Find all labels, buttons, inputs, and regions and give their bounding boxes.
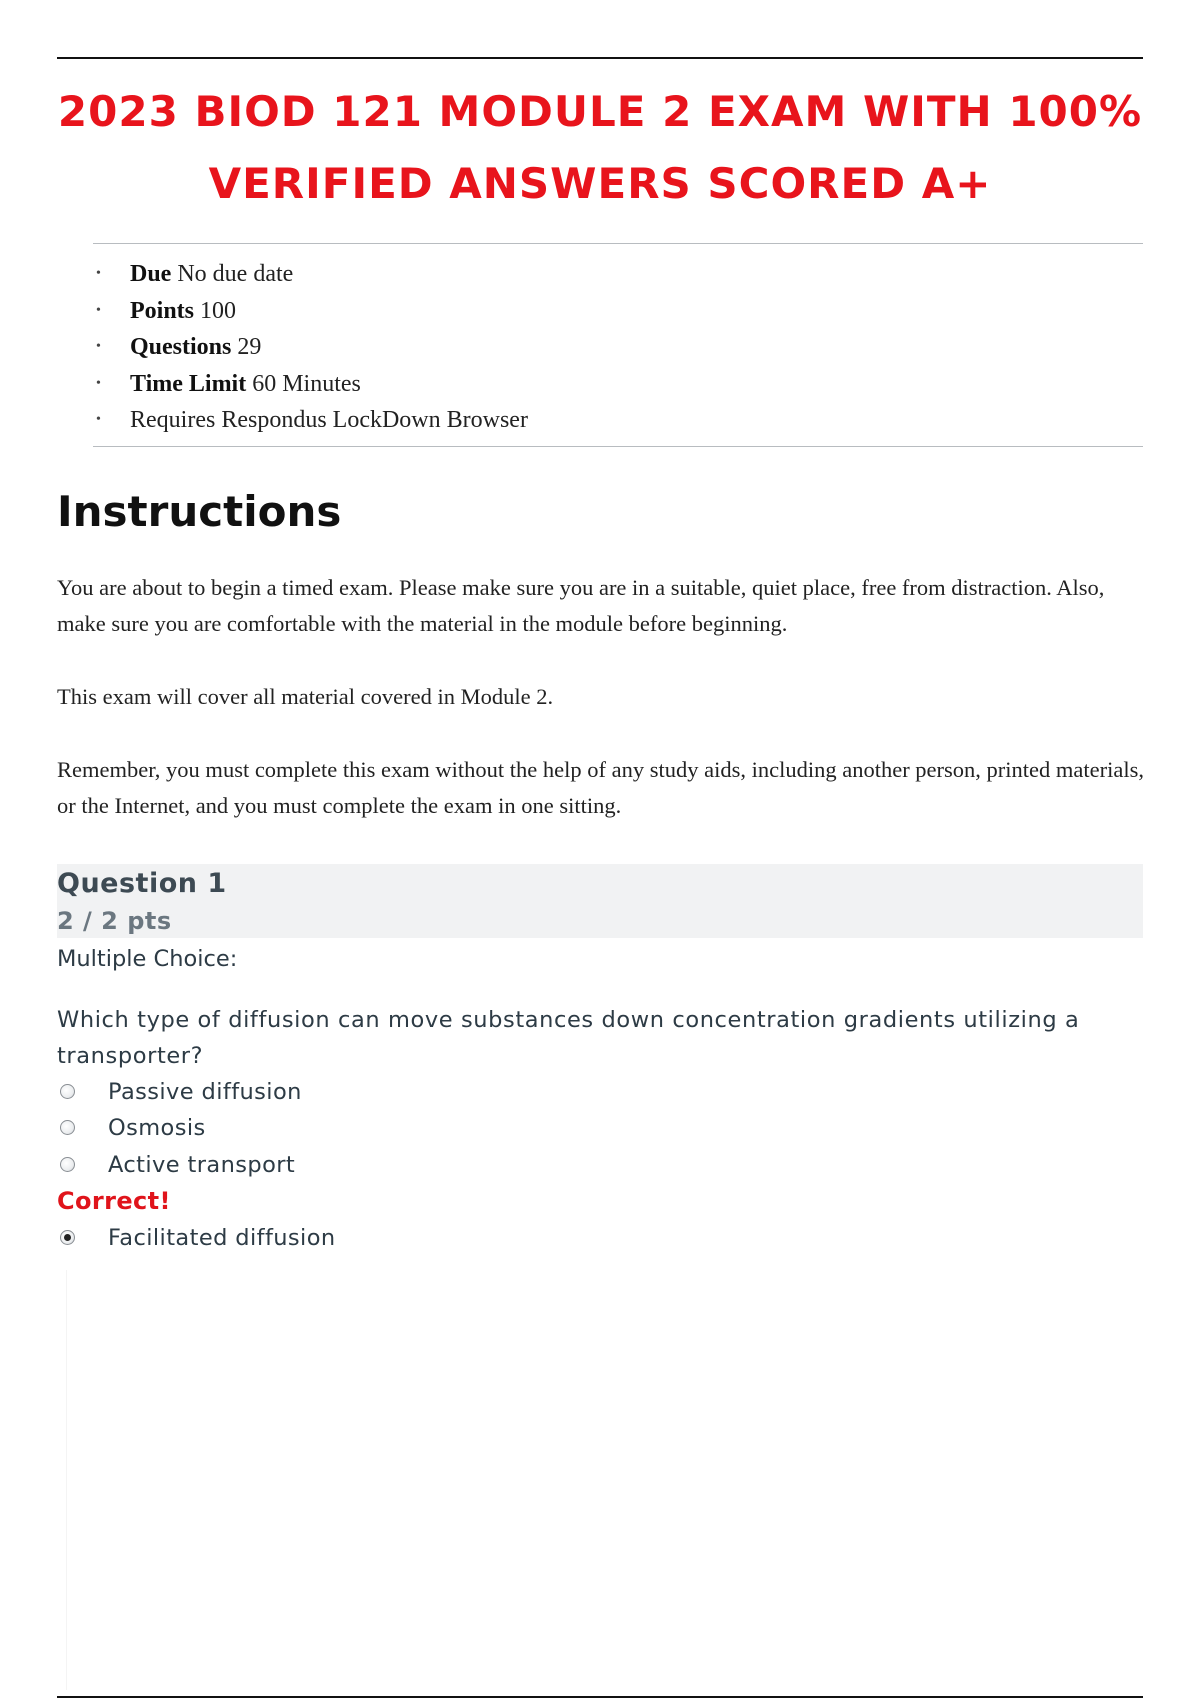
bullet-icon: • — [96, 302, 101, 318]
detail-value: 29 — [237, 334, 262, 360]
detail-label: Questions — [130, 334, 232, 360]
detail-value: Requires Respondus LockDown Browser — [130, 407, 528, 433]
faint-margin-line — [66, 1270, 67, 1690]
bullet-icon: • — [96, 339, 101, 354]
question-header — [57, 864, 1143, 938]
answer-label: Facilitated diffusion — [108, 1225, 336, 1251]
detail-points — [93, 293, 1143, 330]
bottom-rule — [57, 1696, 1143, 1698]
question-text: Which type of diffusion can move substances down concentration gradients utilizing a transporter? — [57, 1007, 1080, 1069]
instructions-paragraph-2: This exam will cover all material covered in Module 2. — [57, 684, 554, 709]
quiz-details-list — [93, 243, 1143, 447]
detail-questions — [93, 329, 1143, 366]
instructions-paragraph-1: You are about to begin a timed exam. Please make sure you are in a suitable, quiet place, free from distraction. Also, make sure you are comfortable with the material in the module before beginning. — [57, 575, 1105, 636]
bullet-icon: • — [96, 266, 101, 281]
answer-label: Osmosis — [108, 1115, 206, 1141]
answer-label: Active transport — [108, 1152, 296, 1178]
detail-lockdown-browser — [93, 402, 1143, 439]
radio-checked-icon[interactable] — [60, 1230, 75, 1245]
answer-label: Passive diffusion — [108, 1079, 302, 1105]
radio-unchecked-icon[interactable] — [60, 1084, 75, 1099]
bullet-icon: • — [96, 375, 101, 391]
title-line-1: 2023 BIOD 121 MODULE 2 EXAM WITH 100% — [57, 87, 1143, 136]
detail-label: Due — [130, 261, 172, 287]
top-rule — [57, 57, 1143, 59]
correct-answer-label: Correct! — [57, 1187, 171, 1215]
question-points: 2 / 2 pts — [57, 907, 172, 935]
question-title: Question 1 — [57, 868, 227, 899]
instructions-heading: Instructions — [57, 487, 342, 536]
detail-value: No due date — [177, 261, 294, 287]
title-line-2: VERIFIED ANSWERS SCORED A+ — [208, 159, 992, 208]
radio-unchecked-icon[interactable] — [60, 1120, 75, 1135]
bullet-icon: • — [96, 412, 101, 427]
detail-value: 60 Minutes — [252, 370, 361, 397]
instructions-paragraph-3: Remember, you must complete this exam without the help of any study aids, including another person, printed materials, or the Internet, and you must complete the exam in one sitting. — [57, 757, 1144, 818]
detail-due — [93, 256, 1143, 293]
question-type: Multiple Choice: — [57, 946, 238, 972]
radio-unchecked-icon[interactable] — [60, 1157, 75, 1172]
detail-time-limit — [93, 366, 1143, 403]
document-title — [57, 76, 1143, 220]
detail-label: Time Limit — [130, 370, 247, 397]
detail-label: Points — [130, 297, 195, 324]
detail-value: 100 — [200, 297, 237, 324]
